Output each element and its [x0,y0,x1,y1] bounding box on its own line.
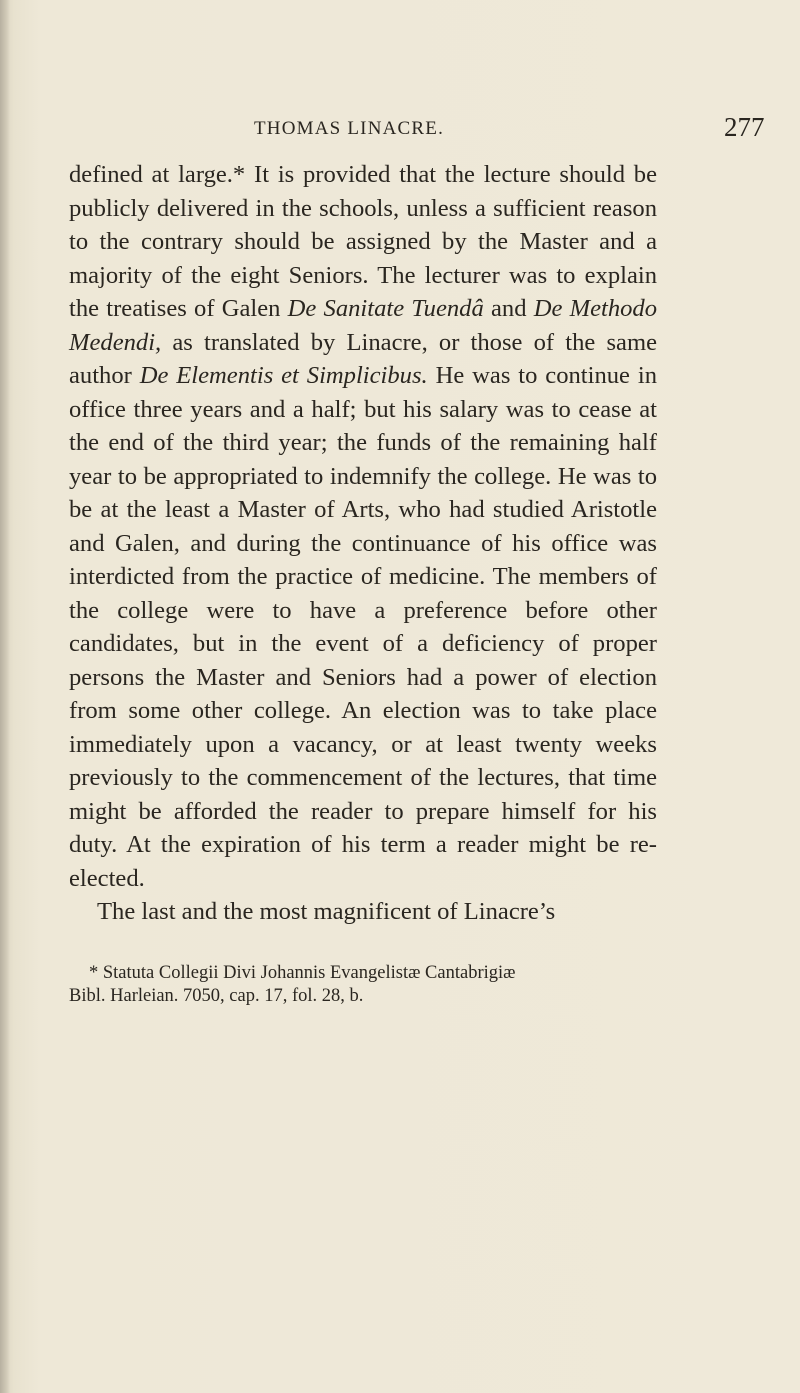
italic-title-de-sanitate: De Sanitate Tuendâ [287,295,484,322]
body-text [69,158,657,929]
paragraph-1-text-a: defined at large.* It is provided that the lecture should be publicly delivered in the schools, unless a sufficient reason to the contrary should be assigned by the Master and a majority of the eight Seniors. The lecturer was to explain the treatises of Galen [69,161,657,322]
italic-title-de-elementis: De Elementis et Simplicibus. [139,362,428,389]
page-header [254,112,794,146]
running-title: THOMAS LINACRE. [254,118,445,139]
footnote-line-2: Bibl. Harleian. 7050, cap. 17, fol. 28, b. [69,986,364,1006]
paragraph-1-text-b: and [483,295,534,322]
paragraph-1-text-d: He was to continue in office three years and a half; but his salary was to cease at the end of the third year; the funds of the remaining half year to be appropriated to indemnify the college. He was to be at the least a Master of Arts, who had studied Aristotle and Galen, and during the continuance of his office was interdicted from the practice of medicine. The members of the college were to have a preference before other candidates, but in the event of a deficiency of proper persons the Master and Seniors had a power of election from some other college. An election was to take place immediately upon a vacancy, or at least twenty weeks previously to the commencement of the lectures, that time might be afforded the reader to prepare himself for his duty. At the expiration of his term a reader might be re-elected. [69,362,657,892]
footnote [69,962,667,1008]
paragraph-2: The last and the most magnificent of Linacre’s [97,898,556,925]
page-gutter-shadow [0,0,10,1393]
footnote-line-1: * Statuta Collegii Divi Johannis Evangelistæ Cantabrigiæ [89,963,516,983]
page-number: 277 [724,112,765,142]
paragraph-1 [69,158,657,895]
paragraph-1-text-c: as translated by Linacre, or those of the same author [69,328,657,389]
italic-title-de-methodo: De Methodo Medendi, [69,295,658,356]
